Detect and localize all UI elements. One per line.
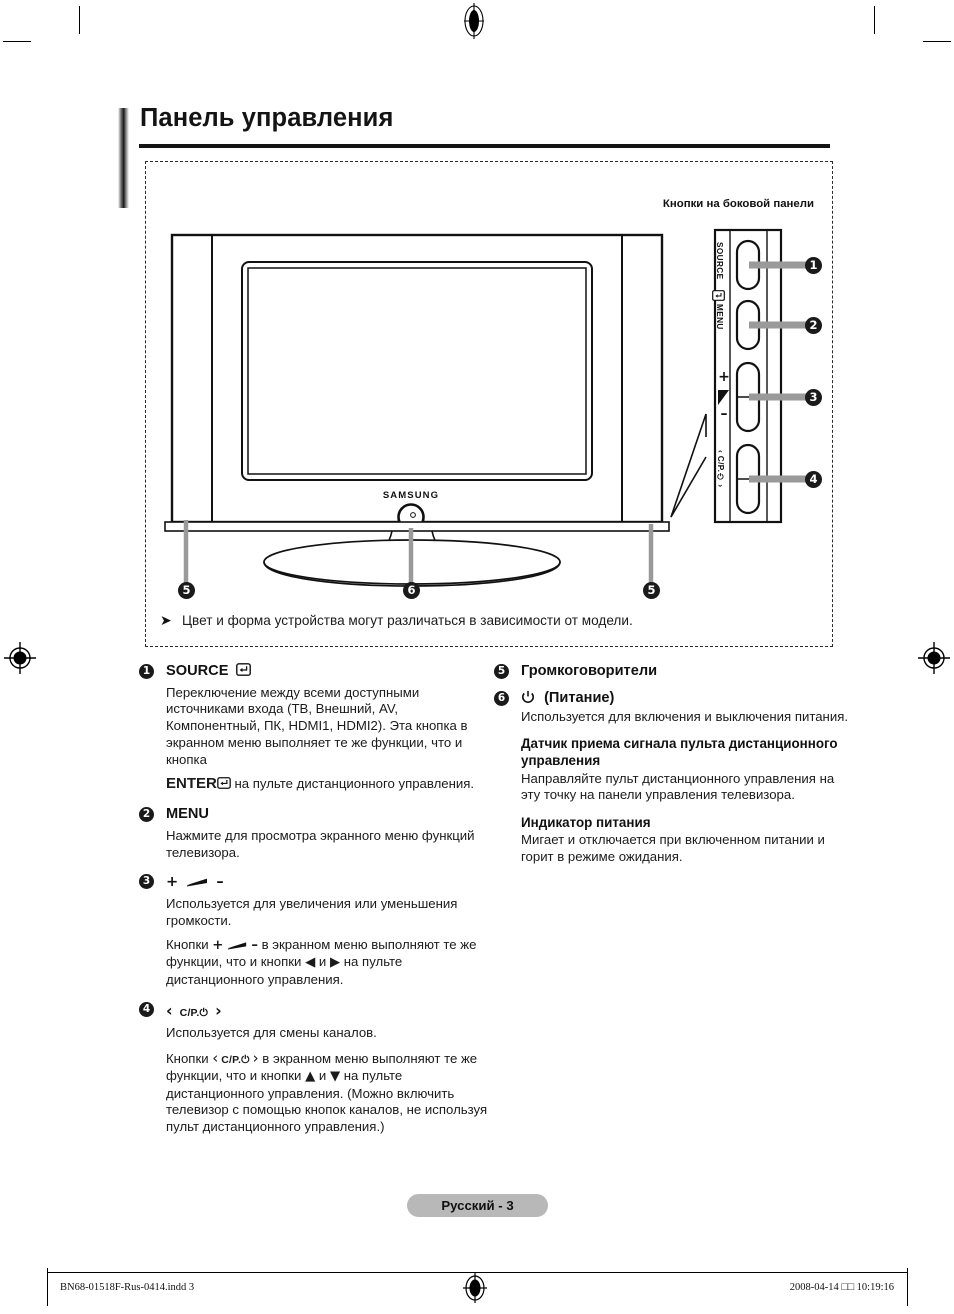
plus-icon: + — [166, 873, 179, 891]
entry-heading-source-text: SOURCE — [166, 663, 229, 679]
subsection-body-remote-sensor: Направляйте пульт дистанционного управления на эту точку на панели управления телевизора. — [521, 770, 835, 803]
entry-heading-speakers: Громкоговорители — [521, 663, 658, 679]
entry-paragraph: Используется для смены каналов. — [166, 1025, 377, 1041]
volume-wedge-icon — [227, 940, 247, 950]
power-icon — [521, 690, 535, 704]
entry-paragraph: Переключение между всеми доступными источниками входа (ТВ, Внешний, AV, Компонентный, ПК, HDMI1, HDMI2). Эта кнопка в экранном меню выполняет те же функции, что и кнопка — [166, 684, 468, 767]
footer-rule — [47, 1272, 907, 1273]
volume-wedge-icon — [186, 876, 208, 887]
chevron-left-icon: ‹ — [166, 1000, 173, 1020]
callout-2: 2 — [805, 317, 822, 334]
crop-mark-top-right-vertical — [874, 6, 875, 34]
entry-body-menu — [166, 828, 491, 861]
entry-channel — [139, 1001, 491, 1136]
entry-body-source — [166, 685, 491, 794]
entry-number-1: 1 — [139, 664, 154, 679]
svg-text:–: – — [720, 406, 728, 422]
svg-text:+: + — [718, 369, 730, 385]
enter-label: ENTER — [166, 775, 217, 793]
entry-paragraph: Используется для включения и выключения питания. — [521, 708, 849, 724]
chevron-right-icon: › — [215, 1000, 222, 1020]
title-underline — [139, 144, 830, 148]
callout-5-right: 5 — [643, 582, 660, 599]
description-column-right — [494, 663, 854, 875]
callout-1: 1 — [805, 257, 822, 274]
callout-5-left: 5 — [178, 582, 195, 599]
entry-paragraph-enter — [166, 775, 491, 794]
enter-return-icon-source — [712, 290, 725, 301]
entry-paragraph: Используется для увеличения или уменьшения громкости. — [166, 896, 458, 928]
entry-number-3: 3 — [139, 874, 154, 889]
enter-return-icon-inline — [217, 777, 231, 789]
enter-return-icon — [236, 663, 251, 676]
side-panel-illustration — [146, 162, 834, 648]
footer-timestamp: 2008-04-14 □□ 10:19:16 — [789, 1282, 894, 1293]
figure-note — [160, 612, 820, 629]
callout-3: 3 — [805, 389, 822, 406]
registration-mark-top — [455, 2, 493, 40]
osd-tail: на пульте дистанционного управления. (Можно включить телевизор с помощью кнопок каналов, не используя пульт дистанционного управления.) — [166, 1068, 488, 1135]
enter-tail-text: на пульте дистанционного управления. — [230, 776, 475, 792]
registration-mark-left — [3, 641, 37, 675]
chevron-left-icon: ‹ — [212, 1049, 219, 1068]
registration-mark-bottom — [458, 1271, 492, 1305]
entry-paragraph-osd: Кнопки ‹ C/P.⏻ › в экранном меню выполняют те же функции, что и кнопки ▲ и ▼ на пульте дистанционного управления. (Можно включить телевизор с помощью кнопок каналов, не используя пульт дистанционного управления.) — [166, 1049, 488, 1135]
entry-heading-volume — [166, 873, 491, 892]
minus-icon: – — [216, 873, 224, 891]
side-panel-caption: Кнопки на боковой панели — [662, 198, 814, 210]
entry-body-power — [521, 709, 854, 726]
osd-prefix: Кнопки — [166, 936, 213, 952]
footer-filename: BN68-01518F-Rus-0414.indd 3 — [60, 1282, 195, 1293]
entry-paragraph-osd: Кнопки + – в экранном меню выполняют те же функции, что и кнопки ◀ и ▶ на пульте дистанционного управления. — [166, 936, 477, 987]
entry-volume — [139, 873, 491, 988]
entry-number-6: 6 — [494, 691, 509, 706]
registration-mark-right — [917, 641, 951, 675]
entry-number-5: 5 — [494, 664, 509, 679]
plus-icon: + — [212, 937, 224, 953]
page-number-badge: Русский - 3 — [407, 1194, 548, 1217]
subsection-heading-remote-sensor: Датчик приема сигнала пульта дистанционного управления — [521, 736, 838, 768]
osd-prefix: Кнопки — [166, 1051, 213, 1067]
channel-label: C/P.⏻ — [221, 1054, 250, 1067]
figure-note-text: Цвет и форма устройства могут различаться в зависимости от модели. — [182, 613, 633, 628]
entry-body-channel — [166, 1025, 491, 1135]
entry-number-2: 2 — [139, 807, 154, 822]
subsection-body-power-indicator: Мигает и отключается при включенном питании и горит в режиме ожидания. — [521, 832, 825, 865]
title-accent-bar — [118, 108, 129, 208]
entry-menu — [139, 806, 491, 861]
arrow-note-icon: ➤ — [160, 612, 172, 628]
osd-tail: на пульте дистанционного управления. — [166, 954, 403, 987]
entry-speakers — [494, 663, 854, 681]
description-column-left — [139, 663, 491, 1145]
page-title: Панель управления — [140, 104, 394, 132]
svg-text:SAMSUNG: SAMSUNG — [382, 490, 440, 501]
entry-source — [139, 663, 491, 794]
osd-mid: в экранном меню выполняют те же функции, что и кнопки — [166, 936, 477, 970]
entry-heading-channel — [166, 1001, 491, 1022]
entry-number-4: 4 — [139, 1002, 154, 1017]
crop-mark-top-left-vertical — [79, 6, 80, 34]
osd-mid: в экранном меню выполняют те же функции, что и кнопки — [166, 1051, 478, 1084]
callout-6-power: 6 — [403, 582, 420, 599]
figure-panel — [145, 161, 833, 647]
crop-mark-right-horizontal — [923, 41, 951, 42]
footer-tick-right — [907, 1268, 908, 1306]
entry-heading-source — [166, 663, 491, 681]
entry-power — [494, 690, 854, 866]
callout-4: 4 — [805, 471, 822, 488]
left-arrow-icon: ◀ — [305, 955, 316, 971]
page-header — [118, 104, 830, 160]
down-arrow-icon: ▼ — [329, 1069, 341, 1085]
chevron-right-icon: › — [252, 1049, 259, 1068]
footer-tick-left — [47, 1268, 48, 1306]
channel-label: C/P.⏻ — [179, 1006, 209, 1019]
entry-paragraph: Нажмите для просмотра экранного меню функций телевизора. — [166, 828, 475, 860]
side-button-label-channel: ‹ C/P.⏻ › — [716, 450, 725, 488]
minus-icon: – — [251, 937, 258, 953]
entry-body-volume — [166, 896, 491, 988]
up-arrow-icon: ▲ — [305, 1069, 316, 1085]
side-button-label-source: SOURCE — [715, 242, 724, 280]
right-arrow-icon: ▶ — [329, 955, 341, 971]
entry-heading-menu: MENU — [166, 806, 209, 823]
entry-heading-power — [521, 690, 854, 708]
entry-heading-power-text: (Питание) — [544, 689, 615, 706]
subsection-heading-power-indicator: Индикатор питания — [521, 814, 651, 830]
side-button-label-menu: MENU — [715, 304, 724, 330]
crop-mark-left-horizontal — [3, 41, 31, 42]
